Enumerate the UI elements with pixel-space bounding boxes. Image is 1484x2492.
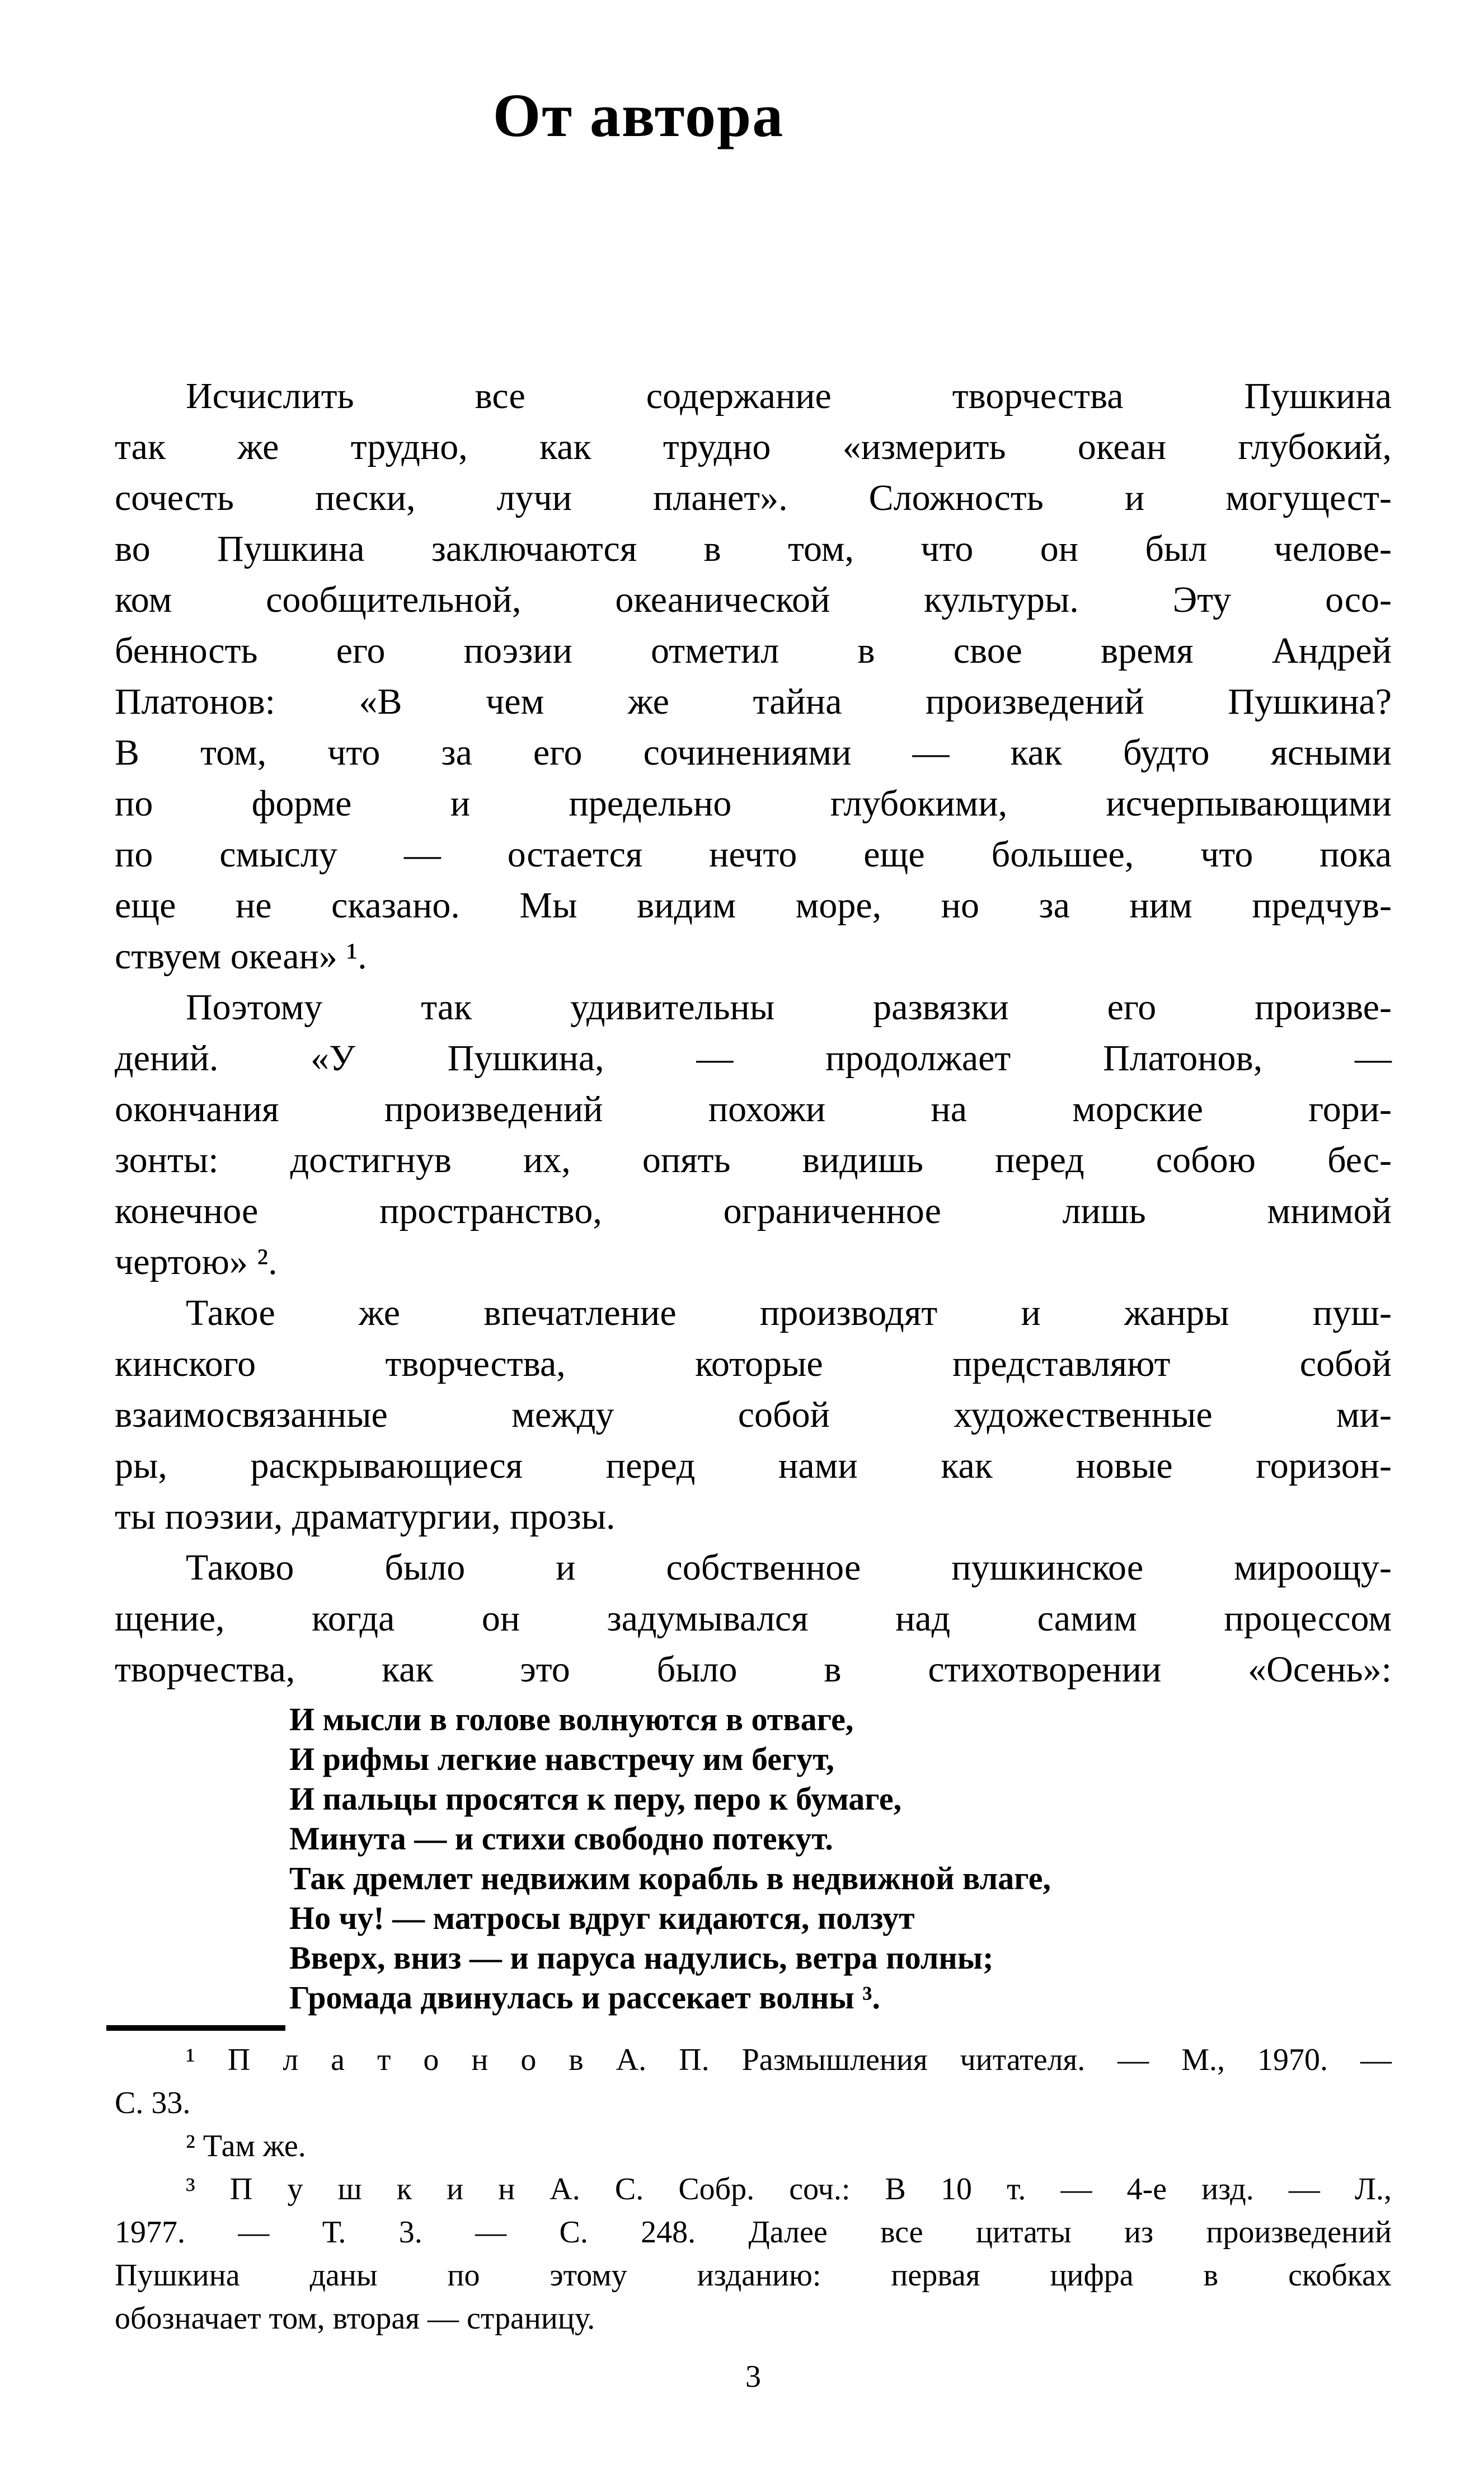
poem-line: Так дремлет недвижим корабль в недвижной влаге, xyxy=(289,1860,1051,1896)
body-line: взаимосвязанные между собой художественные ми- xyxy=(115,1394,1392,1435)
body-line: Платонов: «В чем же тайна произведений Пушкина? xyxy=(115,681,1392,722)
body-line: окончания произведений похожи на морские гори- xyxy=(115,1089,1392,1130)
footnote-line: 1977. — Т. 3. — С. 248. Далее все цитаты из произведений xyxy=(115,2215,1392,2250)
poem-line: Но чу! — матросы вдруг кидаются, ползут xyxy=(289,1900,915,1936)
body-line: еще не сказано. Мы видим море, но за ним предчув- xyxy=(115,885,1392,926)
poem-line: Минута — и стихи свободно потекут. xyxy=(289,1820,833,1857)
paragraph xyxy=(115,371,1392,982)
body-line: чертою» ². xyxy=(115,1242,278,1282)
body-line: Такое же впечатление производят и жанры пуш- xyxy=(186,1292,1392,1333)
footnote-line: Пушкина даны по этому изданию: первая цифра в скобках xyxy=(115,2258,1392,2293)
body-line: щение, когда он задумывался над самим процессом xyxy=(115,1598,1392,1639)
footnote xyxy=(115,2125,1392,2168)
paragraph xyxy=(115,982,1392,1287)
body-line: творчества, как это было в стихотворении «Осень»: xyxy=(115,1649,1392,1690)
footnote-rule xyxy=(106,2025,285,2031)
body-line: кинского творчества, которые представляют собой xyxy=(115,1343,1392,1384)
body-line: бенность его поэзии отметил в свое время Андрей xyxy=(115,630,1392,671)
body-line: ком сообщительной, океанической культуры. Эту осо- xyxy=(115,579,1392,620)
body-line: по форме и предельно глубокими, исчерпывающими xyxy=(115,783,1392,824)
poem-line: Вверх, вниз — и паруса надулись, ветра полны; xyxy=(289,1940,994,1976)
footnote-line: ³ П у ш к и н А. С. Собр. соч.: В 10 т. — 4-е изд. — Л., xyxy=(186,2172,1392,2207)
poem-line: И мысли в голове волнуются в отваге, xyxy=(289,1701,854,1737)
footnote-line: ¹ П л а т о н о в А. П. Размышления читателя. — М., 1970. — xyxy=(186,2043,1392,2077)
footnote xyxy=(115,2039,1392,2125)
page-number: 3 xyxy=(745,2359,761,2394)
body-line: ры, раскрывающиеся перед нами как новые горизон- xyxy=(115,1445,1392,1486)
body-line: ствуем океан» ¹. xyxy=(115,936,367,977)
body-line: во Пушкина заключаются в том, что он был челове- xyxy=(115,528,1392,569)
footnote xyxy=(115,2168,1392,2340)
body-line: Таково было и собственное пушкинское мироощу- xyxy=(186,1547,1392,1588)
footnote-line: С. 33. xyxy=(115,2086,191,2120)
footnote-line: ² Там же. xyxy=(186,2129,306,2163)
body-line: так же трудно, как трудно «измерить океан глубокий, xyxy=(115,427,1392,467)
body-line: зонты: достигнув их, опять видишь перед собою бес- xyxy=(115,1140,1392,1181)
footnotes xyxy=(115,2039,1392,2340)
paragraph xyxy=(115,1287,1392,1542)
body-line: сочесть пески, лучи планет». Сложность и могущест- xyxy=(115,477,1392,518)
body-line: В том, что за его сочинениями — как будто ясными xyxy=(115,732,1392,773)
footnote-line: обозначает том, вторая — страницу. xyxy=(115,2301,595,2336)
body-line: конечное пространство, ограниченное лишь мнимой xyxy=(115,1191,1392,1231)
poem-line: И пальцы просятся к перу, перо к бумаге, xyxy=(289,1781,902,1817)
poem-line: И рифмы легкие навстречу им бегут, xyxy=(289,1741,834,1777)
body-line: ты поэзии, драматургии, прозы. xyxy=(115,1496,616,1537)
poem-line: Громада двинулась и рассекает волны ³. xyxy=(289,1979,881,2016)
body-line: по смыслу — остается нечто еще большее, что пока xyxy=(115,834,1392,875)
poem-block xyxy=(289,1699,1392,2017)
page-title: От автора xyxy=(492,81,785,149)
body-line: дений. «У Пушкина, — продолжает Платонов, — xyxy=(115,1038,1392,1079)
body-line: Поэтому так удивительны развязки его произве- xyxy=(186,987,1392,1028)
paragraph xyxy=(115,1542,1392,1695)
text-block xyxy=(115,371,1392,2396)
body-line: Исчислить все содержание творчества Пушкина xyxy=(186,376,1392,416)
body-text xyxy=(115,371,1392,1695)
